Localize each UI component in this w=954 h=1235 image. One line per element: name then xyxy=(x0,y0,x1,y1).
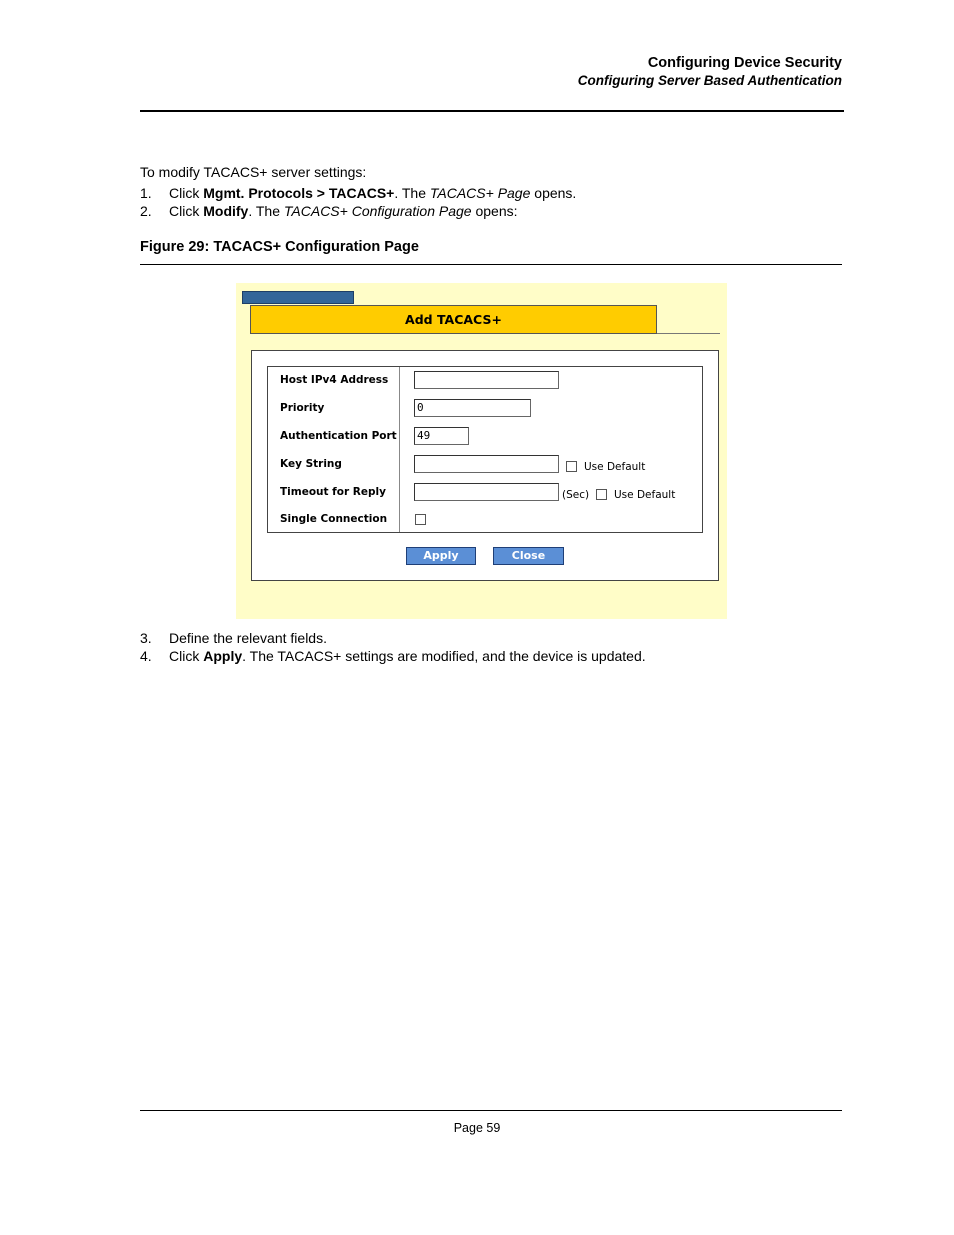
form-title: Add TACACS+ xyxy=(250,305,657,334)
intro-text: To modify TACACS+ server settings: xyxy=(140,164,367,180)
header-title: Configuring Device Security xyxy=(647,55,842,71)
step-1: 1. Click Mgmt. Protocols > TACACS+. The TACACS+ Page opens. xyxy=(140,185,577,201)
fields-table xyxy=(267,366,703,533)
host-ipv4-label: Host IPv4 Address xyxy=(280,374,389,386)
step-4: 4. Click Apply. The TACACS+ settings are modified, and the device is updated. xyxy=(140,648,646,664)
timeout-use-default-checkbox[interactable] xyxy=(596,489,607,500)
key-string-use-default-label: Use Default xyxy=(584,461,646,473)
auth-port-label: Authentication Port xyxy=(280,430,397,442)
header-rule xyxy=(140,110,844,112)
single-connection-checkbox[interactable] xyxy=(415,514,426,525)
priority-input[interactable]: 0 xyxy=(414,399,531,417)
page-tab xyxy=(242,291,354,304)
step-2: 2. Click Modify. The TACACS+ Configuration Page opens: xyxy=(140,203,518,219)
auth-port-input[interactable]: 49 xyxy=(414,427,469,445)
priority-label: Priority xyxy=(280,402,325,414)
host-ipv4-input[interactable] xyxy=(414,371,559,389)
apply-button[interactable]: Apply xyxy=(406,547,476,565)
key-string-use-default-checkbox[interactable] xyxy=(566,461,577,472)
key-string-label: Key String xyxy=(280,458,342,470)
key-string-input[interactable] xyxy=(414,455,559,473)
step-number: 1. xyxy=(140,185,152,201)
timeout-unit: (Sec) xyxy=(562,489,590,501)
timeout-input[interactable] xyxy=(414,483,559,501)
page-number: Page 59 xyxy=(453,1121,501,1135)
timeout-use-default-label: Use Default xyxy=(614,489,676,501)
step-number: 2. xyxy=(140,203,152,219)
figure-rule xyxy=(140,264,842,265)
menu-path: Mgmt. Protocols > TACACS+ xyxy=(203,185,395,201)
page-reference: TACACS+ Page xyxy=(429,185,531,201)
close-button[interactable]: Close xyxy=(493,547,564,565)
button-reference: Modify xyxy=(203,203,249,219)
step-number: 4. xyxy=(140,648,152,664)
single-connection-label: Single Connection xyxy=(280,513,388,525)
footer-rule xyxy=(140,1110,842,1111)
figure-caption: Figure 29: TACACS+ Configuration Page xyxy=(140,239,419,255)
button-reference: Apply xyxy=(203,648,243,664)
table-column-divider xyxy=(399,367,400,532)
timeout-label: Timeout for Reply xyxy=(280,486,386,498)
title-underline xyxy=(657,333,720,334)
step-number: 3. xyxy=(140,630,152,646)
header-subtitle: Configuring Server Based Authentication xyxy=(577,73,842,88)
page-reference: TACACS+ Configuration Page xyxy=(283,203,472,219)
step-3: 3. Define the relevant fields. xyxy=(140,630,327,646)
